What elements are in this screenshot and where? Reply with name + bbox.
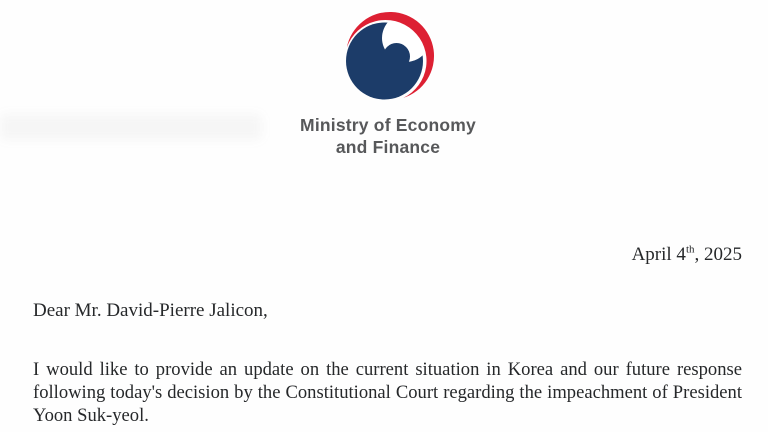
ministry-name bbox=[4, 114, 768, 158]
letter-date-year: , 2025 bbox=[694, 244, 742, 265]
letter-date-ordinal-suffix: th bbox=[685, 243, 695, 256]
body-line-3: Yoon Suk-yeol. bbox=[33, 405, 149, 426]
emblem-navy-head bbox=[383, 43, 410, 70]
letter-body-paragraph bbox=[33, 358, 742, 427]
letter-date bbox=[632, 244, 742, 266]
ministry-name-line2: and Finance bbox=[335, 137, 441, 157]
body-line-1: I would like to provide an update on the current situation in Korea and our future response bbox=[33, 359, 742, 380]
letter-date-day: April 4 bbox=[631, 244, 686, 265]
ministry-name-line1: Ministry of Economy bbox=[300, 115, 476, 135]
salutation: Dear Mr. David-Pierre Jalicon, bbox=[33, 300, 268, 321]
body-line-2: following today's decision by the Constitutional Court regarding the impeachment of President bbox=[33, 382, 742, 403]
korea-government-emblem-logo bbox=[338, 8, 438, 108]
